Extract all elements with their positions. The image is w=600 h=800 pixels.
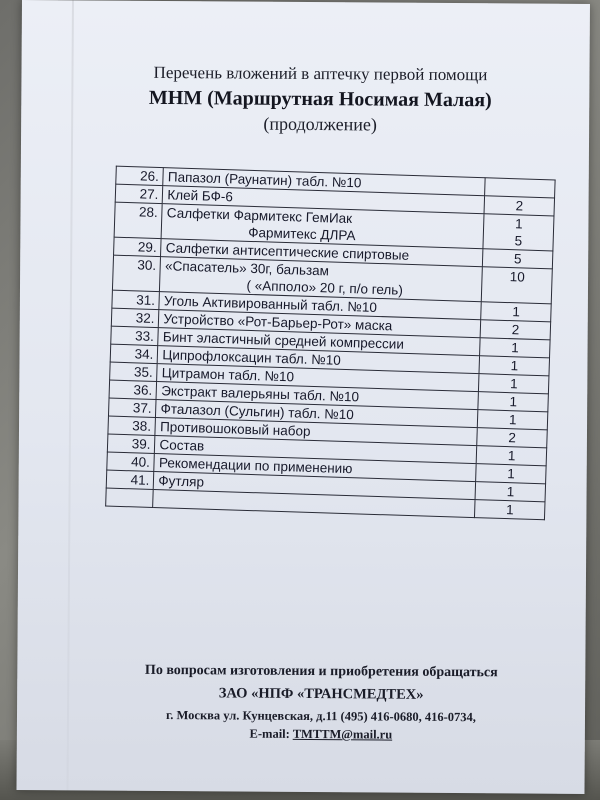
item-name: Состав [159, 437, 205, 454]
item-name: Бинт эластичный средней компрессии [162, 329, 405, 352]
item-number: 37. [108, 398, 156, 417]
item-number: 28. [114, 202, 162, 238]
kit-name: МНМ (Маршрутная Носимая Малая) [148, 86, 492, 112]
item-quantity-cell [477, 428, 547, 448]
contact-intro: По вопросам изготовления и приобретения обращаться [144, 662, 498, 681]
item-quantity-cell [478, 410, 548, 430]
item-number: 38. [108, 416, 156, 435]
item-name: Клей БФ-6 [167, 187, 234, 205]
item-name: «Спасатель» 30г, бальзам [164, 258, 330, 279]
item-quantity: 5 [513, 251, 522, 267]
document-page [16, 0, 590, 794]
item-number: 36. [109, 380, 157, 399]
item-name: Противошоковый набор [159, 419, 311, 439]
item-quantity-2: 5 [514, 233, 523, 249]
item-number: 26. [116, 166, 164, 185]
item-quantity: 1 [512, 304, 521, 320]
item-quantity-2 [486, 284, 547, 303]
item-quantity-cell [483, 249, 553, 269]
item-number: 41. [106, 470, 154, 489]
item-name-sub: ( «Апполо» 20 г, п/о гель) [246, 277, 404, 298]
item-number: 29. [114, 237, 162, 256]
items-table [105, 166, 555, 521]
item-number: 30. [112, 255, 160, 291]
item-name: Ципрофлоксацин табл. №10 [162, 347, 342, 368]
item-quantity-cell [477, 446, 547, 466]
company-name: ЗАО «НПФ «ТРАНСМЕДТЕХ» [218, 685, 424, 703]
email-label: E-mail: [249, 726, 293, 741]
item-quantity: 10 [509, 269, 525, 285]
item-quantity: 1 [506, 484, 515, 500]
item-name: Салфетки Фармитекс ГемИак [166, 205, 353, 227]
item-quantity-cell [479, 374, 549, 394]
item-number: 31. [112, 290, 160, 309]
item-number [106, 488, 154, 507]
item-quantity: 1 [509, 376, 518, 392]
item-name: Устройство «Рот-Барьер-Рот» маска [163, 311, 393, 334]
item-name-sub: Фармитекс ДЛРА [248, 224, 356, 244]
item-quantity-cell [479, 356, 549, 376]
item-quantity: 1 [510, 358, 519, 374]
item-quantity: 2 [511, 322, 520, 338]
item-quantity-cell [480, 320, 550, 340]
contact-footer [17, 662, 586, 744]
item-name: Рекомендации по применению [158, 455, 353, 477]
item-name: Цитрамон табл. №10 [161, 365, 295, 385]
item-quantity-cell [476, 464, 546, 484]
item-quantity: 1 [510, 340, 519, 356]
item-quantity-cell [483, 214, 554, 251]
document-header [21, 62, 589, 137]
item-quantity [490, 178, 551, 180]
email-link[interactable]: TMTTM@mail.ru [292, 726, 393, 742]
item-name: Уголь Активированный табл. №10 [163, 293, 378, 315]
item-quantity-cell [481, 302, 551, 322]
item-number: 32. [111, 308, 159, 327]
item-quantity: 1 [508, 412, 517, 428]
continuation-note: (продолжение) [263, 113, 377, 135]
item-quantity-cell [485, 178, 555, 198]
item-name: Салфетки антисептические спиртовые [165, 240, 410, 263]
item-number: 40. [107, 452, 155, 471]
email-line [57, 725, 585, 744]
item-quantity-cell [475, 482, 545, 502]
item-quantity: 2 [515, 198, 524, 214]
item-number: 33. [111, 326, 159, 345]
item-quantity: 1 [514, 216, 523, 232]
item-name: Экстракт валерьяны табл. №10 [160, 383, 360, 405]
item-quantity-cell [482, 267, 553, 304]
address-phone: г. Москва ул. Кунцевская, д.11 (495) 416-0680, 416-0734, [165, 708, 477, 725]
item-quantity: 1 [507, 466, 516, 482]
item-quantity: 1 [505, 502, 514, 518]
item-quantity-cell [480, 338, 550, 358]
item-quantity-cell [475, 500, 545, 520]
item-number: 34. [110, 344, 158, 363]
item-name: Папазол (Раунатин) табл. №10 [167, 169, 362, 191]
item-name: Футляр [158, 473, 205, 490]
item-number: 39. [107, 434, 155, 453]
item-quantity: 1 [507, 448, 516, 464]
list-title: Перечень вложений в аптечку первой помощи [153, 62, 488, 85]
item-name: Фталазол (Сульгин) табл. №10 [160, 401, 355, 423]
item-number: 35. [110, 362, 158, 381]
item-quantity-cell [484, 196, 554, 216]
item-quantity: 1 [509, 394, 518, 410]
item-number: 27. [115, 184, 163, 203]
item-quantity: 2 [508, 430, 517, 446]
item-quantity-cell [478, 392, 548, 412]
